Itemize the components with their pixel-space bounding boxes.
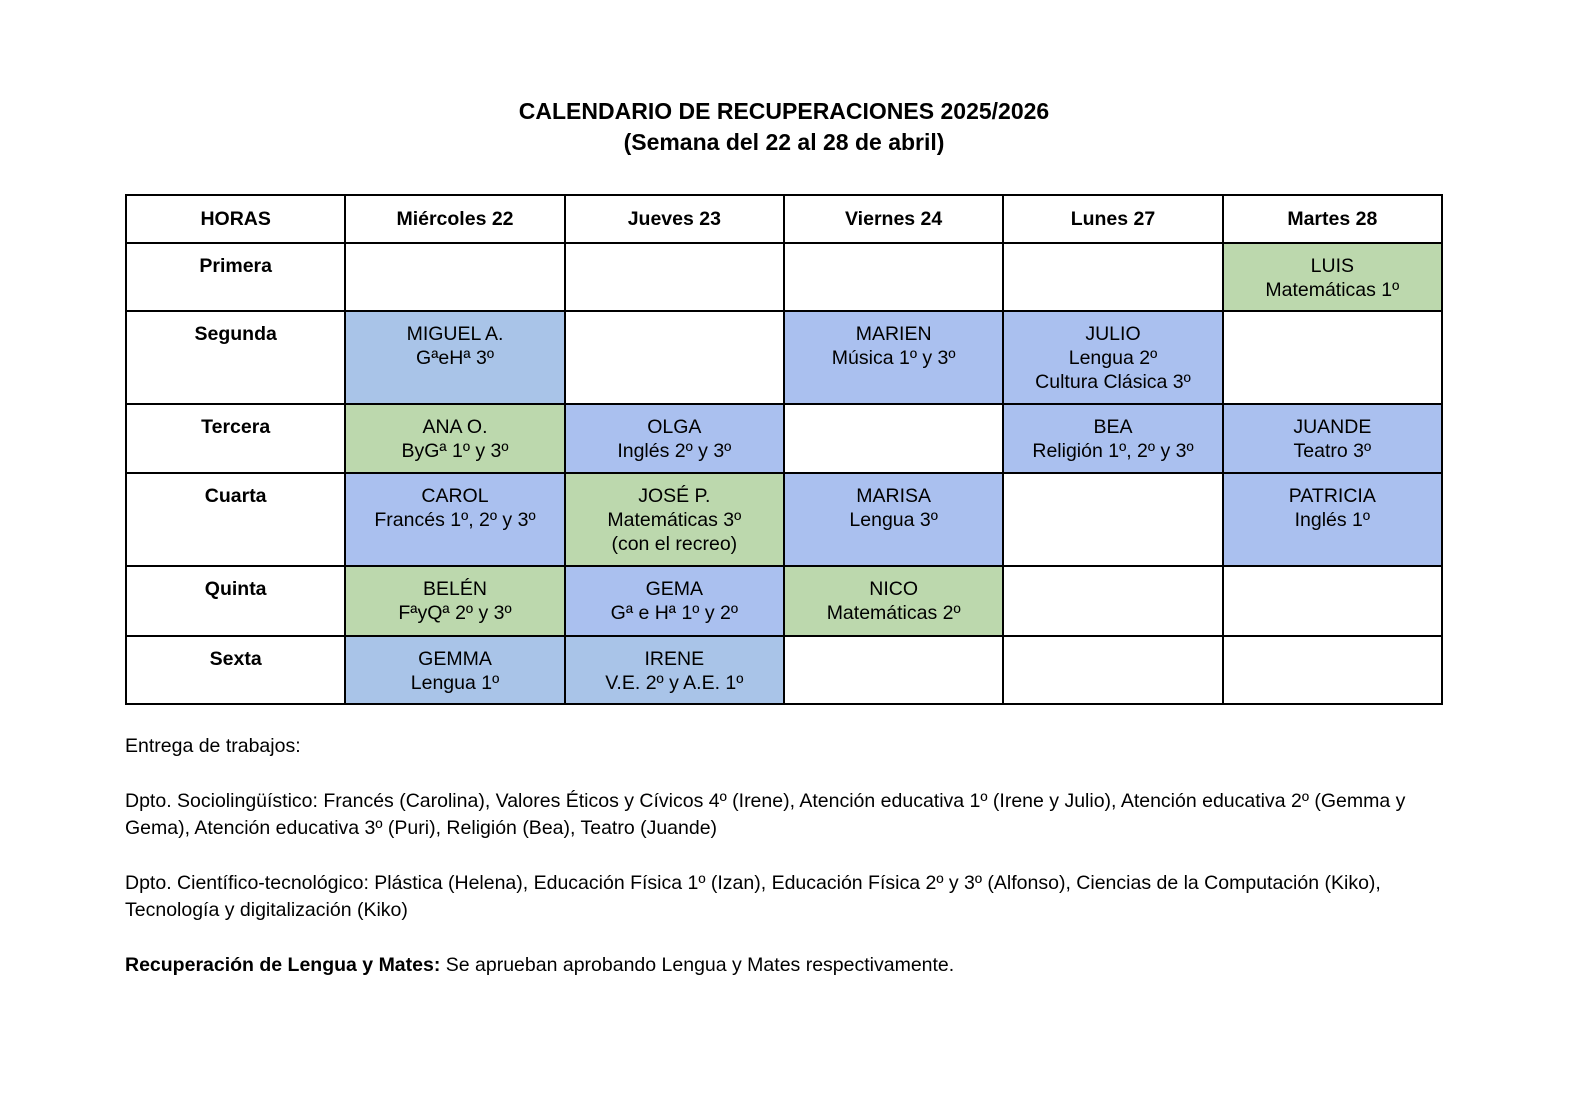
entrega-label: Entrega de trabajos: (125, 735, 301, 757)
table-row (126, 311, 1442, 404)
table-row (126, 566, 1442, 636)
schedule-cell (784, 311, 1003, 404)
schedule-cell (1223, 243, 1442, 311)
teacher-name: MARIEN (855, 323, 932, 345)
header-day: Martes 28 (1223, 195, 1442, 243)
subject-line: FªyQª 2º y 3º (398, 602, 512, 624)
header-day: Miércoles 22 (345, 195, 564, 243)
empty-cell (565, 311, 784, 404)
subject-line: Matemáticas 1º (1265, 279, 1400, 301)
table-row (126, 404, 1442, 473)
teacher-name: ANA O. (422, 416, 488, 438)
subject-line: Inglés 2º y 3º (617, 440, 732, 462)
subject-line: V.E. 2º y A.E. 1º (605, 672, 744, 694)
empty-cell (784, 636, 1003, 704)
schedule-cell (345, 566, 564, 636)
notes-section (125, 733, 1425, 1007)
table-row (126, 636, 1442, 704)
hour-label: Cuarta (126, 473, 345, 566)
table-row (126, 473, 1442, 566)
empty-cell (1003, 566, 1222, 636)
schedule-cell (565, 473, 784, 566)
dpto-sociolinguistico-note: Dpto. Sociolingüístico: Francés (Carolina), Valores Éticos y Cívicos 4º (Irene), Atención educativa 1º (Irene y Julio), Atención educativa 2º (Gemma y Gema), Atención educativa 3º (Puri), Religión (Bea), Teatro (Juande) (125, 790, 1406, 839)
recuperacion-note (125, 952, 1425, 979)
subject-line: Matemáticas 2º (826, 602, 961, 624)
empty-cell (784, 243, 1003, 311)
document-subtitle: (Semana del 22 al 28 de abril) (623, 129, 945, 155)
schedule-cell (345, 311, 564, 404)
schedule-cell (345, 404, 564, 473)
header-day: Viernes 24 (784, 195, 1003, 243)
subject-line: GªeHª 3º (416, 347, 494, 369)
hour-label: Segunda (126, 311, 345, 404)
schedule-cell (1223, 473, 1442, 566)
teacher-name: BELÉN (423, 578, 487, 600)
recuperacion-text: Se aprueban aprobando Lengua y Mates respectivamente. (440, 954, 955, 976)
hour-label: Primera (126, 243, 345, 311)
recuperacion-label: Recuperación de Lengua y Mates: (125, 954, 441, 976)
teacher-name: JUANDE (1293, 416, 1372, 438)
empty-cell (565, 243, 784, 311)
subject-line: Gª e Hª 1º y 2º (610, 602, 738, 624)
teacher-name: PATRICIA (1288, 485, 1376, 507)
schedule-cell (345, 636, 564, 704)
schedule-cell (565, 636, 784, 704)
header-horas: HORAS (126, 195, 345, 243)
schedule-cell (1003, 404, 1222, 473)
subject-line: Teatro 3º (1293, 440, 1372, 462)
subject-line: Cultura Clásica 3º (1035, 371, 1191, 393)
hour-label: Sexta (126, 636, 345, 704)
schedule-cell (784, 473, 1003, 566)
document-title: CALENDARIO DE RECUPERACIONES 2025/2026 (518, 98, 1050, 124)
schedule-cell (565, 566, 784, 636)
subject-line: Lengua 3º (849, 509, 938, 531)
subject-line: Francés 1º, 2º y 3º (374, 509, 536, 531)
teacher-name: JOSÉ P. (638, 485, 711, 507)
teacher-name: JULIO (1085, 323, 1141, 345)
subject-line: Inglés 1º (1294, 509, 1371, 531)
teacher-name: GEMA (645, 578, 704, 600)
schedule-cell (1223, 404, 1442, 473)
empty-cell (345, 243, 564, 311)
schedule-cell (565, 404, 784, 473)
subject-line: Lengua 2º (1068, 347, 1158, 369)
schedule-cell (1003, 311, 1222, 404)
subject-line: ByGª 1º y 3º (401, 440, 509, 462)
teacher-name: BEA (1093, 416, 1133, 438)
empty-cell (784, 404, 1003, 473)
header-day: Jueves 23 (565, 195, 784, 243)
teacher-name: CAROL (421, 485, 489, 507)
subject-line: Matemáticas 3º (607, 509, 742, 531)
teacher-name: IRENE (644, 648, 705, 670)
table-row (126, 243, 1442, 311)
subject-line: Lengua 1º (410, 672, 500, 694)
empty-cell (1003, 243, 1222, 311)
hour-label: Tercera (126, 404, 345, 473)
subject-line: (con el recreo) (611, 533, 738, 555)
empty-cell (1003, 636, 1222, 704)
teacher-name: LUIS (1310, 255, 1354, 277)
schedule-cell (345, 473, 564, 566)
schedule-cell (784, 566, 1003, 636)
subject-line: Música 1º y 3º (831, 347, 956, 369)
table-header-row (126, 195, 1442, 243)
teacher-name: MIGUEL A. (406, 323, 504, 345)
hour-label: Quinta (126, 566, 345, 636)
header-day: Lunes 27 (1003, 195, 1222, 243)
empty-cell (1223, 311, 1442, 404)
teacher-name: MARISA (856, 485, 932, 507)
recovery-schedule-table (125, 194, 1443, 705)
teacher-name: GEMMA (418, 648, 492, 670)
subject-line: Religión 1º, 2º y 3º (1032, 440, 1194, 462)
empty-cell (1003, 473, 1222, 566)
empty-cell (1223, 566, 1442, 636)
title-block (0, 96, 1568, 158)
empty-cell (1223, 636, 1442, 704)
teacher-name: OLGA (647, 416, 702, 438)
teacher-name: NICO (869, 578, 919, 600)
dpto-cientifico-note: Dpto. Científico-tecnológico: Plástica (Helena), Educación Física 1º (Izan), Educación Física 2º y 3º (Alfonso), Ciencias de la Computación (Kiko), Tecnología y digitalización (Kiko) (125, 872, 1381, 921)
